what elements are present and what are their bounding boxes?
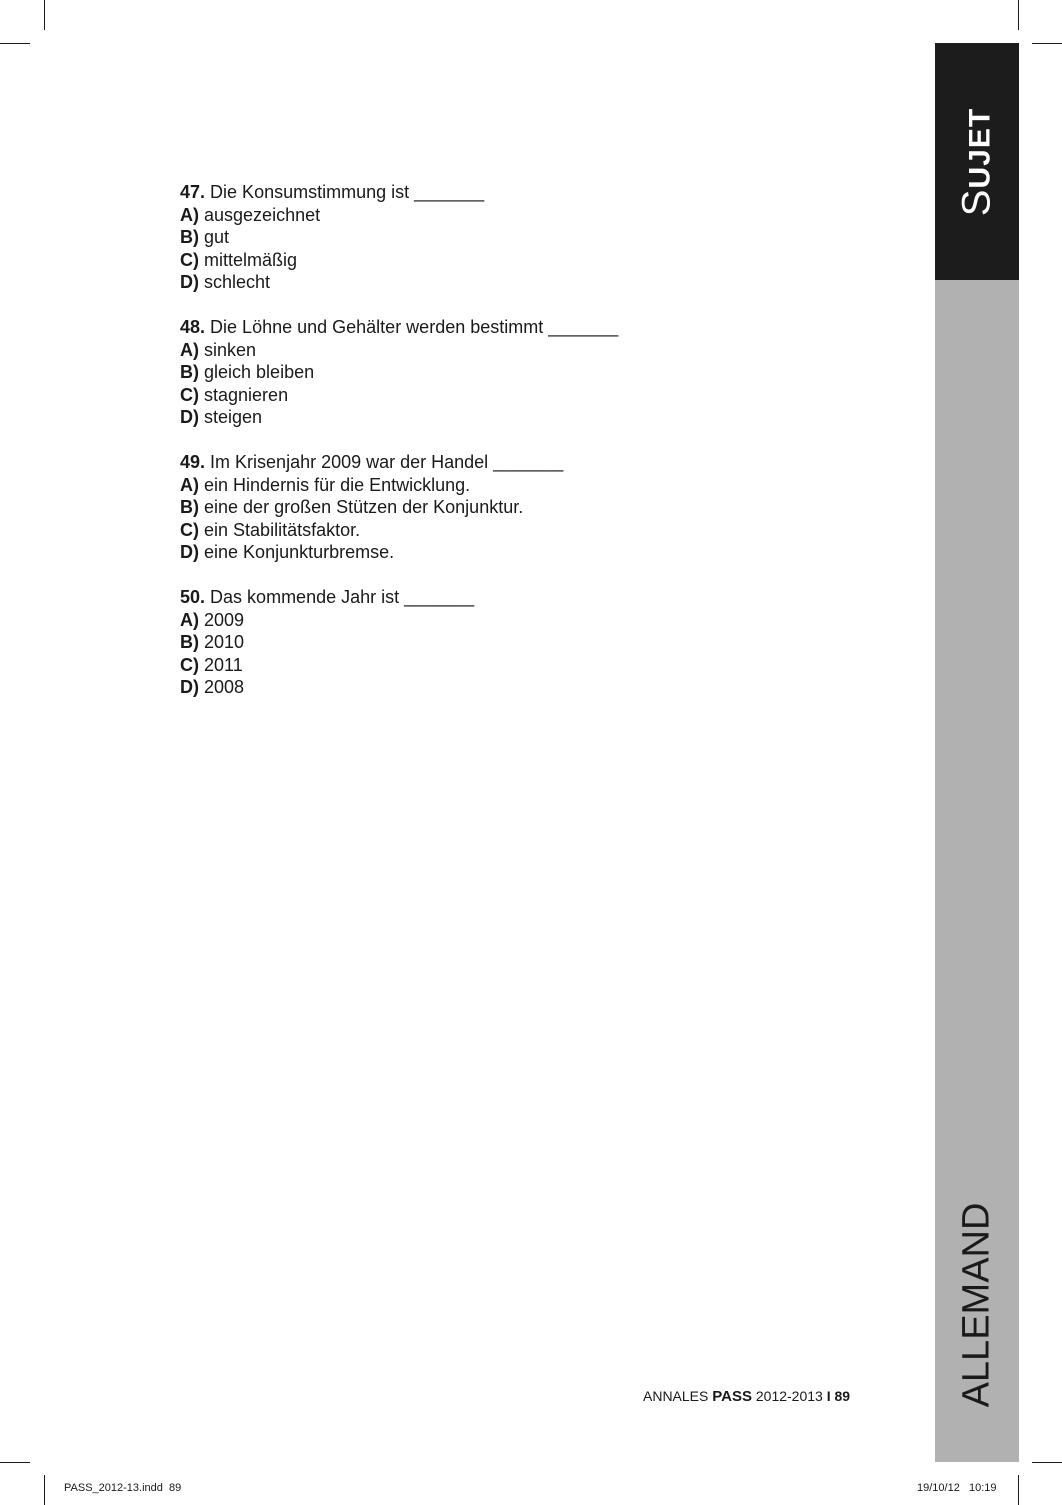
subject-label: ALLEMAND	[955, 1202, 998, 1408]
option-letter: D)	[180, 542, 199, 562]
crop-mark	[0, 1462, 30, 1463]
option-letter: D)	[180, 407, 199, 427]
answer-option	[180, 271, 618, 294]
option-letter: A)	[180, 204, 199, 225]
question-block	[180, 181, 618, 294]
question-text: Das kommende Jahr ist _______	[210, 587, 475, 607]
option-text: 2011	[204, 654, 243, 675]
question-stem	[180, 586, 618, 609]
option-letter: B)	[180, 632, 199, 652]
answer-option	[180, 631, 618, 654]
option-text: ein Hindernis für die Entwicklung.	[204, 474, 471, 495]
crop-mark	[1032, 1462, 1062, 1463]
answer-option	[180, 406, 618, 429]
crop-mark	[44, 1475, 45, 1505]
answer-option	[180, 609, 618, 632]
answer-option	[180, 339, 618, 362]
answer-option	[180, 519, 618, 542]
option-letter: D)	[180, 677, 199, 697]
slug-date: 19/10/12 10:19	[917, 1482, 997, 1494]
question-number: 47.	[180, 182, 206, 202]
option-text: eine Konjunkturbremse.	[204, 542, 395, 562]
answer-option	[180, 361, 618, 384]
option-letter: C)	[180, 654, 199, 675]
slug-file: PASS_2012-13.indd 89	[64, 1482, 182, 1494]
crop-mark	[1032, 43, 1062, 44]
option-letter: C)	[180, 384, 199, 405]
option-text: ausgezeichnet	[204, 204, 321, 225]
option-text: 2009	[204, 609, 245, 630]
question-number: 48.	[180, 317, 206, 337]
option-text: eine der großen Stützen der Konjunktur.	[204, 497, 524, 517]
footer-years: 2012-2013	[755, 1388, 823, 1404]
crop-mark	[1018, 1475, 1019, 1505]
answer-option	[180, 654, 618, 677]
page-number: 89	[834, 1388, 851, 1404]
footer-separator: I	[826, 1388, 831, 1404]
answer-option	[180, 204, 618, 227]
option-text: schlecht	[204, 272, 271, 292]
option-text: mittelmäßig	[204, 249, 298, 270]
crop-mark	[0, 43, 30, 44]
crop-mark	[44, 0, 45, 30]
option-letter: B)	[180, 362, 199, 382]
answer-option	[180, 676, 618, 699]
option-letter: C)	[180, 519, 199, 540]
question-block	[180, 316, 618, 429]
footer-pass-logo: PASS	[712, 1388, 752, 1405]
option-text: gut	[204, 227, 230, 247]
option-text: 2010	[204, 632, 245, 652]
answer-option	[180, 384, 618, 407]
option-letter: D)	[180, 272, 199, 292]
option-text: stagnieren	[204, 384, 289, 405]
page-footer	[643, 1388, 850, 1405]
question-text: Die Konsumstimmung ist _______	[210, 182, 485, 202]
option-text: ein Stabilitätsfaktor.	[204, 519, 361, 540]
answer-option	[180, 226, 618, 249]
option-text: sinken	[204, 339, 257, 360]
question-number: 49.	[180, 452, 206, 472]
option-text: gleich bleiben	[204, 362, 315, 382]
option-letter: B)	[180, 497, 199, 517]
answer-option	[180, 541, 618, 564]
question-text: Die Löhne und Gehälter werden bestimmt _______	[210, 317, 619, 337]
question-stem	[180, 316, 618, 339]
question-text: Im Krisenjahr 2009 war der Handel _______	[210, 452, 564, 472]
option-letter: C)	[180, 249, 199, 270]
option-text: 2008	[204, 677, 245, 697]
question-list	[180, 181, 618, 721]
answer-option	[180, 249, 618, 272]
answer-option	[180, 496, 618, 519]
question-stem	[180, 451, 618, 474]
question-block	[180, 451, 618, 564]
question-number: 50.	[180, 587, 206, 607]
option-letter: A)	[180, 339, 199, 360]
question-block	[180, 586, 618, 699]
option-letter: A)	[180, 474, 199, 495]
option-letter: B)	[180, 227, 199, 247]
answer-option	[180, 474, 618, 497]
question-stem	[180, 181, 618, 204]
option-letter: A)	[180, 609, 199, 630]
crop-mark	[1018, 0, 1019, 30]
footer-annales: ANNALES	[643, 1388, 709, 1404]
option-text: steigen	[204, 407, 263, 427]
sujet-label: SUJET	[954, 107, 999, 217]
